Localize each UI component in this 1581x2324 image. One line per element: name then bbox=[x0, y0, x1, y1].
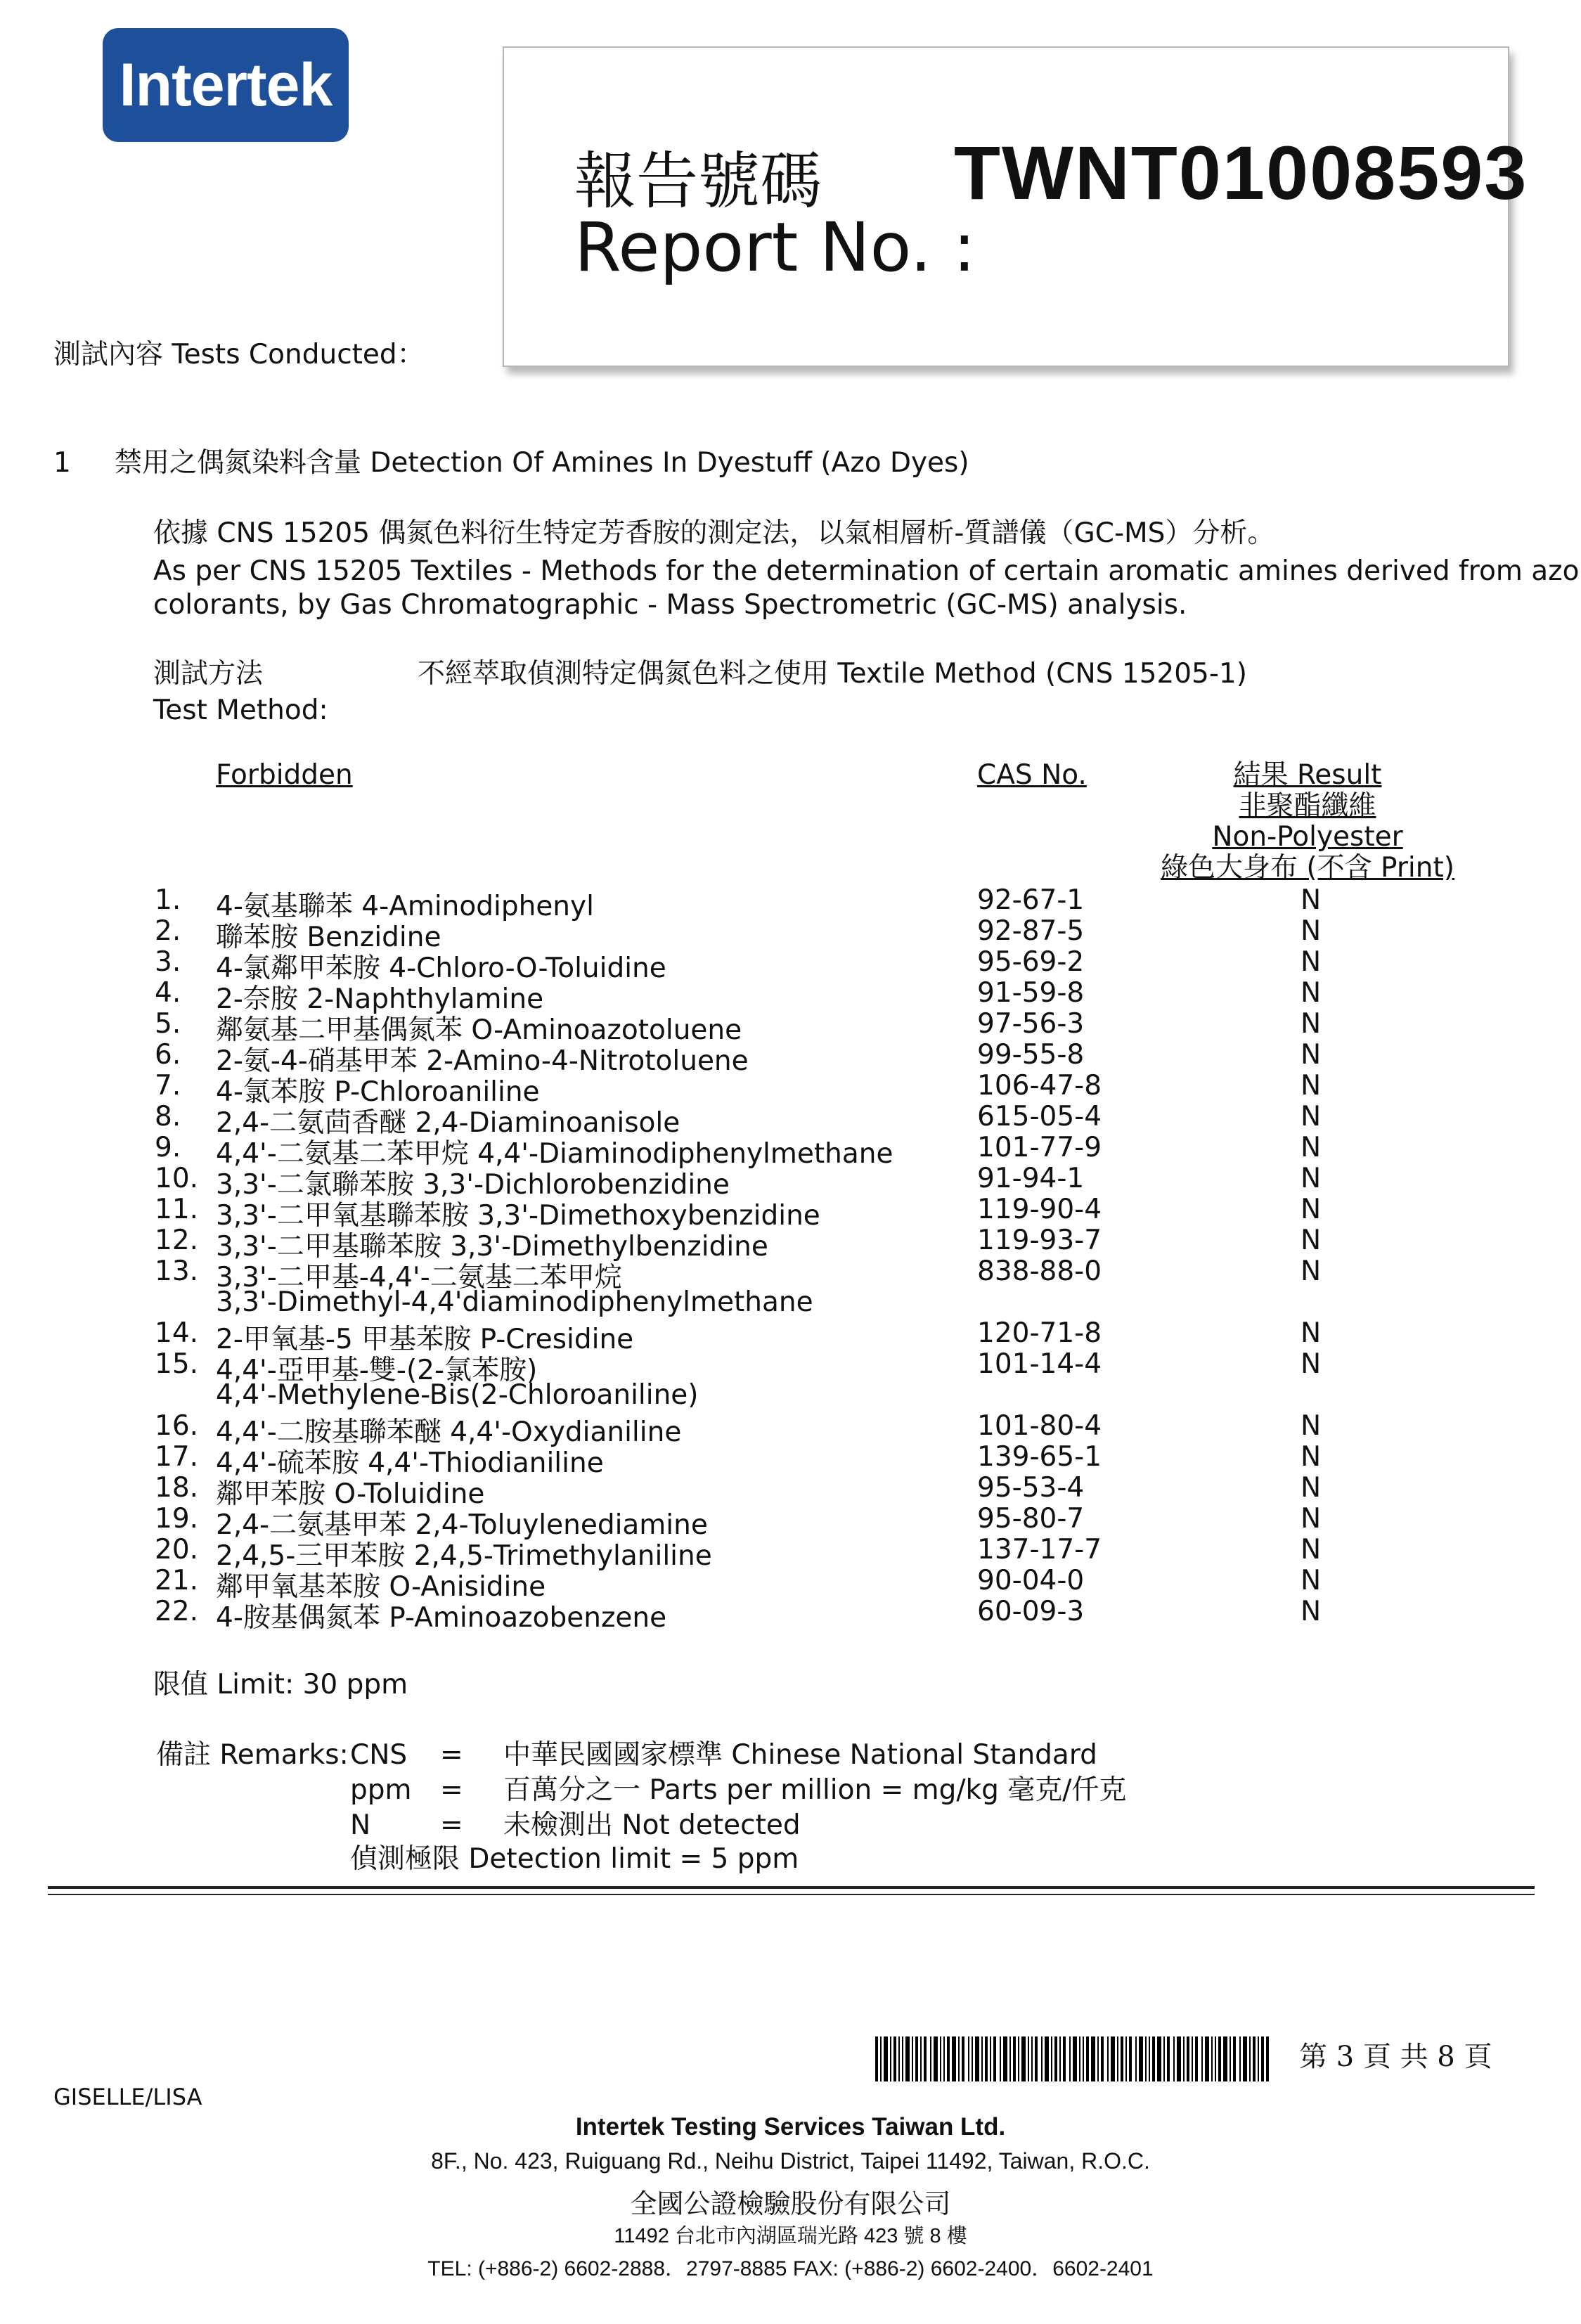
result-value: N bbox=[1301, 884, 1322, 916]
amine-name: 2-甲氧基-5 甲基苯胺 P-Cresidine bbox=[216, 1324, 634, 1355]
row-number: 4. bbox=[155, 977, 181, 1009]
amine-name: 3,3'-二甲氧基聯苯胺 3,3'-Dimethoxybenzidine bbox=[216, 1200, 820, 1232]
row-17 bbox=[0, 1441, 1581, 1479]
test-method-value: 不經萃取偵測特定偶氮色料之使用 Textile Method (CNS 15205-1) bbox=[418, 658, 1247, 690]
row-20 bbox=[0, 1534, 1581, 1572]
row-number: 13. bbox=[155, 1255, 199, 1287]
result-value: N bbox=[1301, 1503, 1322, 1535]
cas-number: 120-71-8 bbox=[977, 1317, 1102, 1349]
row-5 bbox=[0, 1008, 1581, 1046]
result-value: N bbox=[1301, 1101, 1322, 1132]
result-value: N bbox=[1301, 1534, 1322, 1566]
header-forbidden: Forbidden bbox=[216, 759, 353, 791]
amine-name: 鄰甲苯胺 O-Toluidine bbox=[216, 1478, 485, 1510]
header-result-sample: 綠色大身布 (不含 Print) bbox=[1161, 852, 1454, 884]
row-number: 7. bbox=[155, 1070, 181, 1102]
header-result-nonpolyester: Non-Polyester bbox=[1212, 821, 1403, 853]
report-number-box bbox=[503, 46, 1528, 367]
row-number: 20. bbox=[155, 1534, 199, 1566]
result-value: N bbox=[1301, 1225, 1322, 1256]
detection-limit: 偵測極限 Detection limit = 5 ppm bbox=[350, 1843, 799, 1875]
result-value: N bbox=[1301, 1317, 1322, 1349]
cas-number: 101-77-9 bbox=[977, 1132, 1102, 1163]
result-value: N bbox=[1301, 1565, 1322, 1596]
limit-text: 限值 Limit: 30 ppm bbox=[153, 1669, 408, 1700]
cas-number: 101-80-4 bbox=[977, 1410, 1102, 1442]
report-number: TWNT01008593 bbox=[954, 130, 1528, 215]
row-21 bbox=[0, 1565, 1581, 1603]
row-22 bbox=[0, 1596, 1581, 1634]
section-number: 1 bbox=[53, 447, 71, 479]
remark-eq-cns: = bbox=[440, 1739, 463, 1771]
row-number: 5. bbox=[155, 1008, 181, 1040]
row-number: 10. bbox=[155, 1163, 199, 1194]
row-number: 17. bbox=[155, 1441, 199, 1473]
remark-value-n: 未檢測出 Not detected bbox=[503, 1809, 801, 1841]
author-initials: GISELLE/LISA bbox=[53, 2084, 202, 2110]
amine-name: 4,4'-二氨基二苯甲烷 4,4'-Diaminodiphenylmethane bbox=[216, 1138, 893, 1170]
row-18 bbox=[0, 1472, 1581, 1510]
amine-name: 4,4'-亞甲基-雙-(2-氯苯胺) bbox=[216, 1355, 538, 1386]
amine-name-en: 4,4'-Methylene-Bis(2-Chloroaniline) bbox=[216, 1379, 699, 1411]
result-value: N bbox=[1301, 1163, 1322, 1194]
amine-name: 3,3'-二甲基-4,4'-二氨基二苯甲烷 bbox=[216, 1262, 622, 1293]
amine-name: 4-氯鄰甲苯胺 4-Chloro-O-Toluidine bbox=[216, 953, 666, 984]
cas-number: 119-93-7 bbox=[977, 1225, 1102, 1256]
amine-name: 鄰甲氧基苯胺 O-Anisidine bbox=[216, 1571, 546, 1603]
row-number: 15. bbox=[155, 1348, 199, 1380]
footer-address-en: 8F., No. 423, Ruiguang Rd., Neihu District, Taipei 11492, Taiwan, R.O.C. bbox=[431, 2148, 1150, 2174]
tests-conducted-label: 測試內容 Tests Conducted： bbox=[53, 339, 425, 370]
result-value: N bbox=[1301, 1039, 1322, 1071]
amine-name: 2-奈胺 2-Naphthylamine bbox=[216, 983, 544, 1015]
result-value: N bbox=[1301, 915, 1322, 947]
remark-eq-ppm: = bbox=[440, 1774, 463, 1806]
amine-name: 4,4'-硫苯胺 4,4'-Thiodianiline bbox=[216, 1447, 604, 1479]
result-value: N bbox=[1301, 977, 1322, 1009]
amine-name: 聯苯胺 Benzidine bbox=[216, 922, 441, 953]
barcode bbox=[875, 2036, 1269, 2081]
row-2 bbox=[0, 915, 1581, 953]
row-15 bbox=[0, 1348, 1581, 1410]
amine-name: 4-胺基偶氮苯 P-Aminoazobenzene bbox=[216, 1602, 667, 1634]
remark-value-ppm: 百萬分之一 Parts per million = mg/kg 毫克/仟克 bbox=[503, 1774, 1127, 1806]
row-11 bbox=[0, 1194, 1581, 1232]
row-1 bbox=[0, 884, 1581, 922]
row-number: 18. bbox=[155, 1472, 199, 1504]
footer-company-cn: 全國公證檢驗股份有限公司 bbox=[630, 2188, 951, 2219]
cas-number: 92-87-5 bbox=[977, 915, 1085, 947]
row-number: 19. bbox=[155, 1503, 199, 1535]
footer-contact: TEL: (+886-2) 6602-2888．2797-8885 FAX: (+886-2) 6602-2400．6602-2401 bbox=[427, 2257, 1154, 2280]
intertek-logo bbox=[103, 28, 349, 142]
remarks-label: 備註 Remarks: bbox=[156, 1739, 349, 1771]
cas-number: 99-55-8 bbox=[977, 1039, 1085, 1071]
row-number: 11. bbox=[155, 1194, 199, 1225]
cas-number: 838-88-0 bbox=[977, 1255, 1102, 1287]
row-number: 6. bbox=[155, 1039, 181, 1071]
cas-number: 95-69-2 bbox=[977, 946, 1085, 978]
cas-number: 119-90-4 bbox=[977, 1194, 1102, 1225]
remark-key-ppm: ppm bbox=[350, 1774, 412, 1806]
cas-number: 137-17-7 bbox=[977, 1534, 1102, 1566]
result-value: N bbox=[1301, 1348, 1322, 1380]
amine-name: 2,4-二氨茴香醚 2,4-Diaminoanisole bbox=[216, 1107, 680, 1139]
remark-eq-n: = bbox=[440, 1809, 463, 1841]
amine-name: 3,3'-二甲基聯苯胺 3,3'-Dimethylbenzidine bbox=[216, 1231, 768, 1263]
row-14 bbox=[0, 1317, 1581, 1355]
result-value: N bbox=[1301, 1596, 1322, 1627]
section-title: 禁用之偶氮染料含量 Detection Of Amines In Dyestuff (Azo Dyes) bbox=[115, 447, 969, 479]
footer-company-name: Intertek Testing Services Taiwan Ltd. bbox=[575, 2113, 1006, 2141]
amine-name: 4-氯苯胺 P-Chloroaniline bbox=[216, 1076, 540, 1108]
row-6 bbox=[0, 1039, 1581, 1077]
row-number: 8. bbox=[155, 1101, 181, 1132]
cas-number: 101-14-4 bbox=[977, 1348, 1102, 1380]
result-value: N bbox=[1301, 1441, 1322, 1473]
result-value: N bbox=[1301, 1472, 1322, 1504]
remark-key-cns: CNS bbox=[350, 1739, 408, 1771]
amine-name: 3,3'-二氯聯苯胺 3,3'-Dichlorobenzidine bbox=[216, 1169, 730, 1201]
cas-number: 615-05-4 bbox=[977, 1101, 1102, 1132]
cas-number: 91-59-8 bbox=[977, 977, 1085, 1009]
report-label-cn: 報告號碼 bbox=[574, 145, 822, 217]
result-value: N bbox=[1301, 1255, 1322, 1287]
row-number: 21. bbox=[155, 1565, 199, 1596]
row-12 bbox=[0, 1225, 1581, 1263]
cas-number: 60-09-3 bbox=[977, 1596, 1085, 1627]
result-value: N bbox=[1301, 1008, 1322, 1040]
test-method-label-cn: 測試方法 bbox=[153, 658, 264, 690]
cas-number: 92-67-1 bbox=[977, 884, 1085, 916]
header-result-fiber: 非聚酯纖維 bbox=[1239, 790, 1376, 822]
cas-number: 90-04-0 bbox=[977, 1565, 1085, 1596]
result-value: N bbox=[1301, 1070, 1322, 1102]
row-number: 14. bbox=[155, 1317, 199, 1349]
row-16 bbox=[0, 1410, 1581, 1448]
cas-number: 97-56-3 bbox=[977, 1008, 1085, 1040]
remark-key-n: N bbox=[350, 1809, 371, 1841]
row-number: 16. bbox=[155, 1410, 199, 1442]
amine-name: 2,4,5-三甲苯胺 2,4,5-Trimethylaniline bbox=[216, 1540, 712, 1572]
row-number: 22. bbox=[155, 1596, 199, 1627]
row-number: 1. bbox=[155, 884, 181, 916]
footer-address-cn: 11492 台北市內湖區瑞光路 423 號 8 樓 bbox=[614, 2225, 967, 2247]
amine-name: 4-氨基聯苯 4-Aminodiphenyl bbox=[216, 891, 594, 922]
row-4 bbox=[0, 977, 1581, 1015]
logo-text: Intertek bbox=[119, 51, 333, 119]
result-value: N bbox=[1301, 1410, 1322, 1442]
method-description-cn: 依據 CNS 15205 偶氮色料衍生特定芳香胺的測定法，以氣相層析-質譜儀（GC-MS）分析。 bbox=[153, 517, 1275, 549]
result-value: N bbox=[1301, 1132, 1322, 1163]
header-cas-no: CAS No. bbox=[977, 759, 1087, 791]
row-number: 2. bbox=[155, 915, 181, 947]
test-method-label-en: Test Method: bbox=[153, 695, 328, 726]
result-value: N bbox=[1301, 946, 1322, 978]
cas-number: 139-65-1 bbox=[977, 1441, 1102, 1473]
method-description-en-2: colorants, by Gas Chromatographic - Mass Spectrometric (GC-MS) analysis. bbox=[153, 589, 1187, 621]
row-number: 12. bbox=[155, 1225, 199, 1256]
row-number: 9. bbox=[155, 1132, 181, 1163]
cas-number: 91-94-1 bbox=[977, 1163, 1085, 1194]
divider-line-thick bbox=[48, 1886, 1535, 1889]
row-10 bbox=[0, 1163, 1581, 1201]
header-result: 結果 Result bbox=[1233, 759, 1382, 791]
row-7 bbox=[0, 1070, 1581, 1108]
cas-number: 95-80-7 bbox=[977, 1503, 1085, 1535]
row-3 bbox=[0, 946, 1581, 984]
row-13 bbox=[0, 1255, 1581, 1317]
report-label-en: Report No. : bbox=[574, 208, 976, 287]
row-number: 3. bbox=[155, 946, 181, 978]
row-9 bbox=[0, 1132, 1581, 1170]
amine-name: 2-氨-4-硝基甲苯 2-Amino-4-Nitrotoluene bbox=[216, 1045, 749, 1077]
amine-name: 鄰氨基二甲基偶氮苯 O-Aminoazotoluene bbox=[216, 1014, 742, 1046]
remark-value-cns: 中華民國國家標準 Chinese National Standard bbox=[503, 1739, 1097, 1771]
cas-number: 95-53-4 bbox=[977, 1472, 1085, 1504]
page-number: 第 3 頁 共 8 頁 bbox=[1299, 2041, 1492, 2073]
divider-line-thin bbox=[48, 1894, 1535, 1895]
result-value: N bbox=[1301, 1194, 1322, 1225]
amine-name: 4,4'-二胺基聯苯醚 4,4'-Oxydianiline bbox=[216, 1416, 682, 1448]
row-8 bbox=[0, 1101, 1581, 1139]
amine-name-en: 3,3'-Dimethyl-4,4'diaminodiphenylmethane bbox=[216, 1286, 813, 1318]
row-19 bbox=[0, 1503, 1581, 1541]
cas-number: 106-47-8 bbox=[977, 1070, 1102, 1102]
method-description-en-1: As per CNS 15205 Textiles - Methods for the determination of certain aromatic amines derived from azo bbox=[153, 555, 1580, 587]
amine-name: 2,4-二氨基甲苯 2,4-Toluylenediamine bbox=[216, 1509, 708, 1541]
